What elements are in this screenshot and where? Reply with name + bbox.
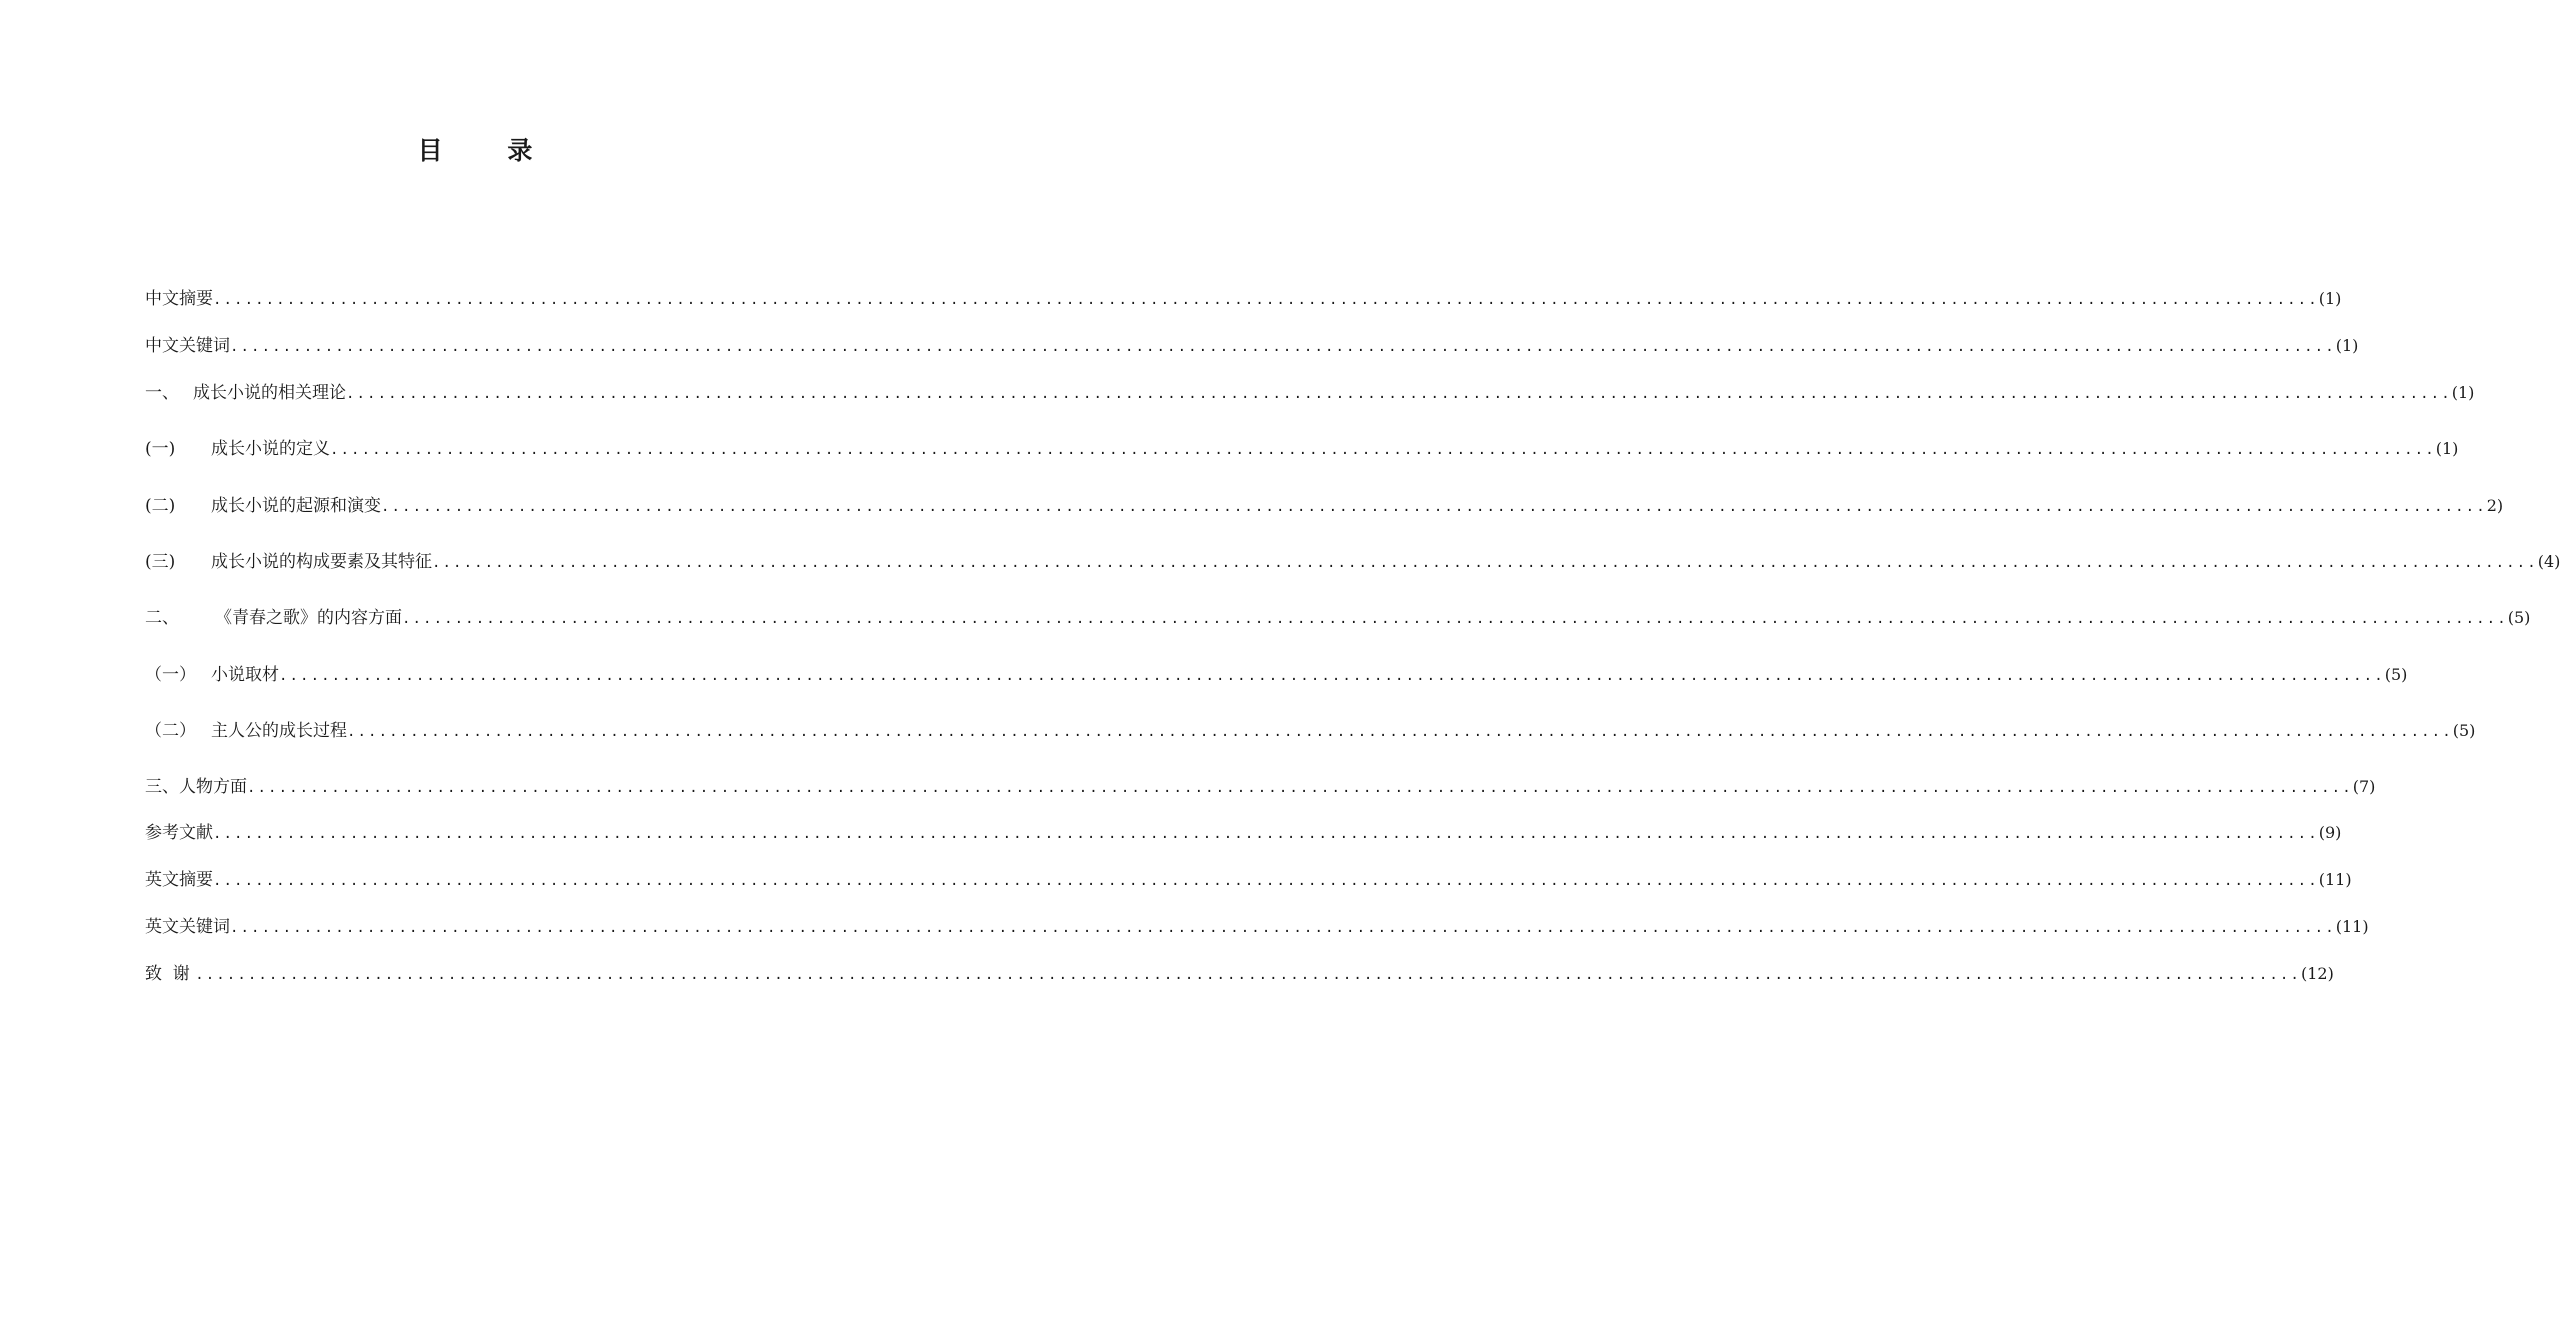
toc-entry-label: 英文摘要 xyxy=(145,870,213,890)
dot-leader: ........................................................................................................................................................................................................ xyxy=(402,611,2508,627)
toc-entry-section-1[interactable] xyxy=(145,380,2475,406)
toc-page-number: (5) xyxy=(2452,721,2476,740)
toc-entry-label: 成长小说的起源和演变 xyxy=(211,496,381,516)
toc-entry-section-2[interactable] xyxy=(145,605,2531,631)
dot-leader: ........................................................................................................................................................................................................ xyxy=(213,826,2319,842)
toc-entry-acknowledgements[interactable] xyxy=(145,961,2334,987)
toc-entry-number: （一） xyxy=(145,665,196,685)
toc-page-number: (5) xyxy=(2384,665,2408,684)
toc-entry-label: 三、人物方面 xyxy=(145,777,247,797)
toc-page-number: (1) xyxy=(2335,336,2359,355)
toc-entry-number: （二） xyxy=(145,721,196,741)
toc-entry-label: 成长小说的定义 xyxy=(211,439,330,459)
toc-page-number: (1) xyxy=(2318,289,2342,308)
toc-page-number: (1) xyxy=(2435,439,2459,458)
toc-entry-english-abstract[interactable] xyxy=(145,867,2352,893)
toc-entry-section-2-2[interactable] xyxy=(145,718,2476,744)
toc-entry-label: 主人公的成长过程 xyxy=(211,721,347,741)
toc-entry-label: 中文关键词 xyxy=(145,336,230,356)
toc-entry-number: (二) xyxy=(145,496,176,516)
toc-entry-section-1-3[interactable] xyxy=(145,549,2560,575)
toc-entry-label: 《青春之歌》的内容方面 xyxy=(215,608,402,628)
toc-entry-label: 参考文献 xyxy=(145,823,213,843)
toc-page-number: (7) xyxy=(2352,777,2376,796)
dot-leader: ........................................................................................................................................................................................................ xyxy=(381,499,2487,515)
toc-entry-label: 小说取材 xyxy=(211,665,279,685)
toc-page-number: (5) xyxy=(2507,608,2531,627)
toc-entry-english-keywords[interactable] xyxy=(145,914,2369,940)
toc-entry-number: 一、 xyxy=(145,383,179,403)
toc-entry-section-1-2[interactable] xyxy=(145,493,2504,519)
dot-leader: ........................................................................................................................................................................................................ xyxy=(346,386,2452,402)
toc-page-number: 2) xyxy=(2486,496,2504,515)
dot-leader: ........................................................................................................................................................................................................ xyxy=(432,555,2538,571)
toc-page-number: (11) xyxy=(2335,917,2369,936)
dot-leader: ........................................................................................................................................................................................................ xyxy=(213,292,2319,308)
toc-page-number: (4) xyxy=(2537,552,2560,571)
toc-page-number: (11) xyxy=(2318,870,2352,889)
toc-entry-references[interactable] xyxy=(145,820,2342,846)
toc-page-number: (12) xyxy=(2300,964,2334,983)
dot-leader: ........................................................................................................................................................................................................ xyxy=(279,668,2385,684)
dot-leader: ........................................................................................................................................................................................................ xyxy=(347,724,2453,740)
toc-entry-chinese-abstract[interactable] xyxy=(145,286,2342,312)
toc-entry-label: 英文关键词 xyxy=(145,917,230,937)
toc-entry-section-3[interactable] xyxy=(145,774,2376,800)
toc-entry-section-2-1[interactable] xyxy=(145,662,2408,688)
toc-page-number: (1) xyxy=(2451,383,2475,402)
toc-entry-section-1-1[interactable] xyxy=(145,436,2459,462)
toc-entry-chinese-keywords[interactable] xyxy=(145,333,2359,359)
toc-entry-number: 二、 xyxy=(145,608,179,628)
toc-entry-label: 致 谢 xyxy=(145,964,196,984)
dot-leader: ........................................................................................................................................................................................................ xyxy=(247,780,2353,796)
toc-entry-label: 成长小说的构成要素及其特征 xyxy=(211,552,432,572)
toc-entry-number: (一) xyxy=(145,439,176,459)
toc-page-number: (9) xyxy=(2318,823,2342,842)
dot-leader: ........................................................................................................................................................................................................ xyxy=(213,873,2319,889)
page-title: 目 录 xyxy=(417,136,561,165)
toc-entry-number: (三) xyxy=(145,552,176,572)
dot-leader: ........................................................................................................................................................................................................ xyxy=(195,967,2301,983)
dot-leader: ........................................................................................................................................................................................................ xyxy=(230,920,2336,936)
toc-entry-label: 中文摘要 xyxy=(145,289,213,309)
toc-entry-label: 成长小说的相关理论 xyxy=(193,383,346,403)
dot-leader: ........................................................................................................................................................................................................ xyxy=(230,339,2336,355)
dot-leader: ........................................................................................................................................................................................................ xyxy=(330,442,2436,458)
